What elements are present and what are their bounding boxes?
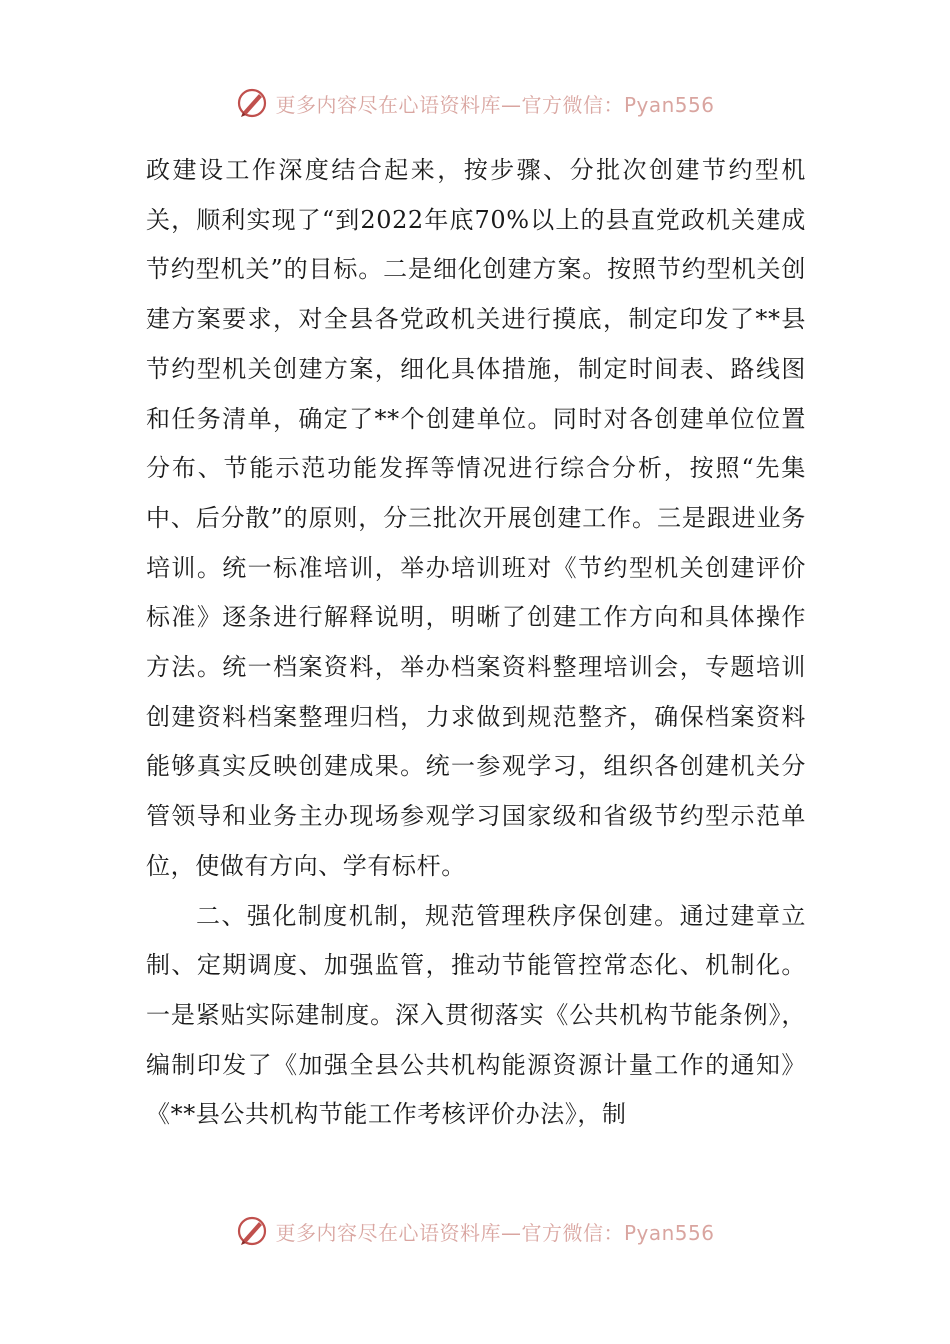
pen-logo-icon [235,1214,269,1248]
footer-banner-text: 更多内容尽在心语资料库—官方微信：Pyan556 [275,1220,715,1245]
footer-banner [0,1206,950,1256]
pen-logo-icon [235,86,269,120]
document-body [146,146,806,1140]
header-banner-text: 更多内容尽在心语资料库—官方微信：Pyan556 [275,92,715,117]
header-banner [0,78,950,128]
paragraph-1: 政建设工作深度结合起来，按步骤、分批次创建节约型机关，顺利实现了“到2022年底70%以上的县直党政机关建成节约型机关”的目标。二是细化创建方案。按照节约型机关创建方案要求，对全县各党政机关进行摸底，制定印发了**县节约型机关创建方案，细化具体措施，制定时间表、路线图和任务清单，确定了**个创建单位。同时对各创建单位位置分布、节能示范功能发挥等情况进行综合分析，按照“先集中、后分散”的原则，分三批次开展创建工作。三是跟进业务培训。统一标准培训，举办培训班对《节约型机关创建评价标准》逐条进行解释说明，明晰了创建工作方向和具体操作方法。统一档案资料，举办档案资料整理培训会，专题培训创建资料档案整理归档，力求做到规范整齐，确保档案资料能够真实反映创建成果。统一参观学习，组织各创建机关分管领导和业务主办现场参观学习国家级和省级节约型示范单位，使做有方向、学有标杆。 [146,156,806,880]
paragraph-2: 二、强化制度机制，规范管理秩序保创建。通过建章立制、定期调度、加强监管，推动节能管控常态化、机制化。一是紧贴实际建制度。深入贯彻落实《公共机构节能条例》，编制印发了《加强全县公共机构能源资源计量工作的通知》《**县公共机构节能工作考核评价办法》，制 [146,901,806,1129]
